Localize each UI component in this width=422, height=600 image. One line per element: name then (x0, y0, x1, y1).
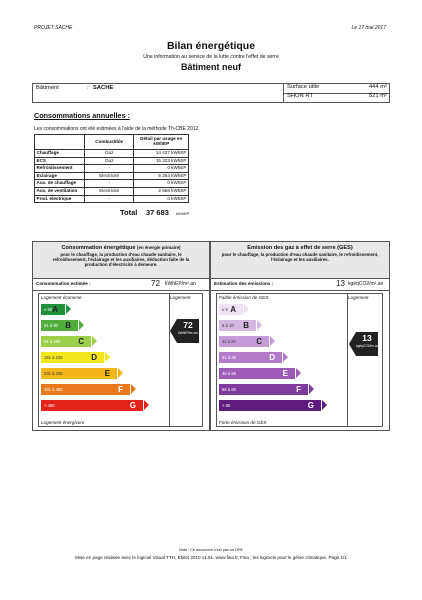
energy-description: pour le chauffage, la production d'eau chaude sanitaire, le refroidissement, l'éclairage et les auxiliaires, déduction faite de la production d'électricité à demeure. (52, 252, 190, 268)
ges-class-letter: E (282, 369, 288, 378)
energy-class-bar (41, 384, 130, 395)
usage-cell: ECS (35, 157, 85, 165)
energy-estimate-row (33, 278, 209, 291)
footer-credits: Mise en page réalisée avec le logiciel Visual TTH, Ebilet 2010 v1.51. www.fisa.fr, Fisa : les logiciels pour le génie climatique. Page 1/1 (75, 555, 347, 560)
kwh-cell: 2 668 kWhEP (134, 187, 189, 195)
ges-class-bar (219, 368, 295, 379)
fuel-cell: Gaz (84, 150, 134, 158)
energy-class-letter: E (104, 369, 110, 378)
energy-class-range: 51 à 90 (44, 323, 58, 328)
ges-estimate-value: 13 (336, 279, 345, 288)
ges-class-range: 11 à 20 (222, 339, 236, 344)
energy-panel-header (33, 242, 209, 279)
total-unit: kWhEP (176, 211, 190, 216)
project-name: PROJET SACHE (34, 25, 73, 31)
energy-pointer-unit: kWhEP/m².an (178, 331, 198, 335)
ges-class-bar (219, 384, 308, 395)
energy-class-letter: B (65, 321, 71, 330)
building-colon: : (87, 85, 89, 91)
energy-heading-line (33, 245, 209, 251)
ges-class-letter: F (296, 385, 301, 394)
energy-estimate-value: 72 (151, 279, 160, 288)
table-row (35, 187, 189, 195)
usage-cell: Prod. électrique (35, 195, 85, 203)
ges-pointer-unit: kgéqCO2/m².an (356, 344, 379, 348)
ges-pointer-value: 13 (362, 333, 372, 343)
energy-class-letter: C (78, 337, 84, 346)
energy-class-bar (41, 368, 117, 379)
column-header: Détail par usage en kWhEP (134, 135, 189, 150)
ges-class-bar (219, 320, 256, 331)
kwh-cell: 15 323 kWhEP (134, 157, 189, 165)
table-row (35, 195, 189, 203)
kwh-cell: 0 kWhEP (134, 165, 189, 173)
consumption-heading: Consommations annuelles : (34, 111, 130, 120)
surface-label: Surface utile (287, 84, 320, 90)
energy-class-range: 151 à 230 (44, 355, 63, 360)
building-label: Bâtiment (36, 85, 59, 91)
usage-cell: Refroidissement (35, 165, 85, 173)
page-title: Bilan énergétique (166, 40, 256, 52)
ges-class-letter: G (307, 401, 314, 410)
ges-scale-box (216, 293, 348, 427)
building-type: Bâtiment neuf (180, 62, 241, 72)
building-info-box (32, 83, 390, 103)
total-value: 37 683 (146, 208, 169, 217)
energy-class-range: > 450 (44, 403, 55, 408)
ges-class-bar (219, 336, 269, 347)
table-row (35, 180, 189, 188)
footer-note: Note : Ce document n'est pas un DPE (178, 548, 244, 552)
energy-estimate-label: Consommation estimée : (36, 281, 91, 286)
ges-class-letter: A (230, 305, 236, 314)
kwh-cell: 0 kWhEP (134, 180, 189, 188)
energy-class-bar (41, 400, 143, 411)
energy-class-bar (41, 336, 91, 347)
usage-cell: Aux. de chauffage (35, 180, 85, 188)
energy-class-letter: G (129, 401, 136, 410)
fuel-cell: Electricité (84, 172, 134, 180)
energy-bottom-label: Logement énergivore (41, 420, 85, 425)
ges-class-range: 21 à 35 (222, 355, 236, 360)
ges-logement-label: Logement (348, 295, 369, 300)
ges-class-letter: C (256, 337, 262, 346)
ges-class-bar (219, 304, 243, 315)
usage-cell: Eclairage (35, 172, 85, 180)
ges-description: pour le chauffage, la production d'eau chaude sanitaire, le refroidissement, l'éclairage et les auxiliaires. (221, 252, 379, 263)
consumption-table (34, 134, 189, 203)
ges-class-range: 56 à 80 (222, 387, 236, 392)
surface-value: 444 m² (368, 84, 387, 90)
table-row (35, 157, 189, 165)
fuel-cell: Gaz (84, 157, 134, 165)
fuel-cell: - (84, 195, 134, 203)
energy-class-bar (41, 304, 65, 315)
energy-pointer (177, 319, 199, 343)
energy-class-bar (41, 352, 104, 363)
ges-class-bar (219, 400, 321, 411)
table-row (35, 165, 189, 173)
table-row (35, 150, 189, 158)
energy-estimate-unit: kWhEP/m².an (165, 281, 196, 287)
ges-logement-box (346, 293, 383, 427)
building-name: SACHE (93, 85, 114, 91)
energy-class-range: 331 à 450 (44, 387, 63, 392)
ges-bottom-label: Forte émission de GES (219, 420, 267, 425)
energy-logement-box (168, 293, 203, 427)
ges-estimate-unit: kgéqCO2/m².an (348, 281, 384, 287)
ges-class-bar (219, 352, 282, 363)
energy-logement-label: Logement (170, 295, 191, 300)
surface-area (283, 84, 390, 102)
fuel-cell: Electricité (84, 187, 134, 195)
energy-class-letter: F (118, 385, 123, 394)
fuel-cell: - (84, 180, 134, 188)
ges-class-range: 36 à 55 (222, 371, 236, 376)
ges-top-label: Faible émission de GES (219, 295, 269, 300)
column-header (35, 135, 85, 150)
energy-pointer-value: 72 (183, 320, 193, 330)
ges-panel (210, 241, 390, 431)
energy-scale-box (38, 293, 170, 427)
kwh-cell: 0 kWhEP (134, 195, 189, 203)
ges-panel-header (211, 242, 389, 279)
energy-top-label: Logement économe (41, 295, 82, 300)
energy-class-range: 91 à 150 (44, 339, 61, 344)
ges-pointer (356, 332, 378, 356)
ges-class-range: ≤ 5 (222, 307, 228, 312)
consumption-intro: Les consommations ont été estimées à l'aide de la méthode Th-CBE 2012. (34, 126, 200, 132)
ges-class-range: > 80 (222, 403, 231, 408)
shon-label: SHON RT (287, 93, 313, 99)
kwh-cell: 14 437 kWhEP (134, 150, 189, 158)
total-label: Total (120, 208, 138, 217)
energy-class-letter: D (91, 353, 97, 362)
report-date: Le 17 mai 2017 (351, 25, 386, 31)
energy-heading-note: (en énergie primaire) (137, 245, 181, 250)
ges-estimate-label: Estimation des émissions : (214, 281, 274, 286)
usage-cell: Aux. de ventilation (35, 187, 85, 195)
kwh-cell: 5 254 kWhEP (134, 172, 189, 180)
column-header: Combustible (84, 135, 134, 150)
table-header-row (35, 135, 189, 150)
ges-class-range: 6 à 10 (222, 323, 234, 328)
fuel-cell: - (84, 165, 134, 173)
usage-cell: Chauffage (35, 150, 85, 158)
energy-class-range: ≤ 50 (44, 307, 53, 312)
page-subtitle: Une information au service de la lutte contre l'effet de serre (143, 54, 279, 60)
energy-class-bar (41, 320, 78, 331)
ges-heading: Emission des gaz à effet de serre (GES) (247, 245, 353, 251)
energy-panel (32, 241, 210, 431)
energy-class-range: 231 à 330 (44, 371, 63, 376)
energy-class-letter: A (52, 305, 58, 314)
ges-estimate-row (211, 278, 389, 291)
shon-value: 521 m² (368, 93, 387, 99)
ges-class-letter: B (243, 321, 249, 330)
table-row (35, 172, 189, 180)
energy-heading: Consommation énergétique (61, 245, 136, 251)
ges-class-letter: D (269, 353, 275, 362)
